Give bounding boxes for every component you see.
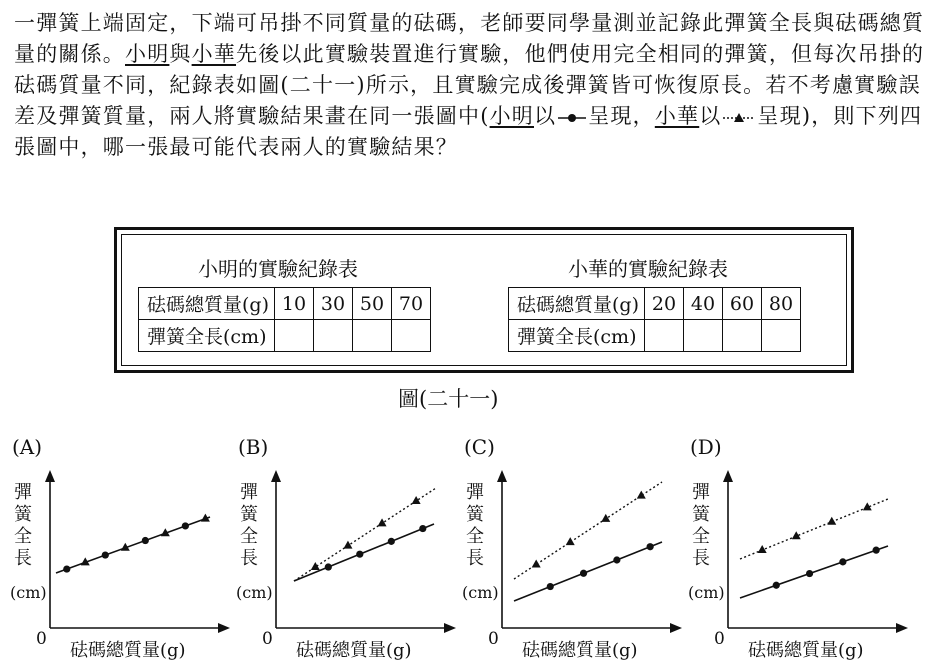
origin-label: 0: [262, 629, 273, 649]
y-axis-label-char: 長: [466, 548, 484, 569]
table-title-xiaohua: 小華的實驗紀錄表: [568, 257, 728, 281]
record-table-xiaohua: [508, 287, 801, 352]
graph-svg: [236, 430, 461, 665]
y-axis-label-char: 簧: [466, 504, 484, 525]
row-label-mass: 砝碼總質量(g): [139, 288, 275, 320]
empty-cell: [762, 320, 801, 352]
option-graph-c[interactable]: [462, 430, 687, 665]
option-graph-d[interactable]: [688, 430, 913, 665]
empty-cell: [684, 320, 723, 352]
student-name-xiaoming-2: 小明: [489, 104, 534, 128]
table-row: [139, 288, 431, 320]
record-table-xiaoming: [138, 287, 431, 352]
row-label-length: 彈簧全長(cm): [139, 320, 275, 352]
xiaohua-point: [343, 541, 352, 549]
row-label-length: 彈簧全長(cm): [509, 320, 645, 352]
x-axis-arrow-icon: [670, 623, 682, 633]
option-label: (A): [12, 435, 43, 459]
mass-value: 40: [684, 288, 723, 320]
row-label-mass: 砝碼總質量(g): [509, 288, 645, 320]
y-axis-label-char: 簧: [692, 504, 710, 525]
x-axis-label: 砝碼總質量(g): [296, 640, 412, 661]
y-axis-unit: (cm): [236, 583, 273, 602]
xiaohua-point: [827, 517, 836, 525]
xiaohua-point: [566, 537, 575, 545]
student-name-xiaohua: 小華: [191, 42, 237, 66]
xiaoming-point: [182, 522, 189, 529]
x-axis-label: 砝碼總質量(g): [70, 640, 186, 661]
xiaoming-point: [580, 570, 587, 577]
y-axis-label-char: 全: [14, 526, 32, 547]
graph-svg: [462, 430, 687, 665]
mass-value: 20: [645, 288, 684, 320]
x-axis-arrow-icon: [444, 623, 456, 633]
mass-value: 50: [353, 288, 392, 320]
xiaohua-point: [532, 559, 541, 567]
table-row: [139, 320, 431, 352]
y-axis-unit: (cm): [688, 583, 725, 602]
y-axis-label-char: 簧: [240, 504, 258, 525]
xiaohua-point: [601, 514, 610, 522]
xiaoming-point: [419, 525, 426, 532]
y-axis-label-char: 簧: [14, 504, 32, 525]
table-row: [509, 288, 801, 320]
x-axis-arrow-icon: [218, 623, 230, 633]
origin-label: 0: [714, 629, 725, 649]
mass-value: 10: [275, 288, 314, 320]
xiaoming-point: [388, 538, 395, 545]
y-axis-label-char: 長: [692, 548, 710, 569]
empty-cell: [392, 320, 431, 352]
graph-svg: [688, 430, 913, 665]
graph-svg: [10, 430, 235, 665]
x-axis-arrow-icon: [896, 623, 908, 633]
student-name-xiaoming: 小明: [125, 42, 170, 66]
option-label: (B): [238, 435, 269, 459]
question-part-2: 與: [169, 42, 192, 66]
student-name-xiaohua-2: 小華: [654, 104, 700, 128]
option-label: (D): [690, 435, 722, 459]
y-axis-arrow-icon: [723, 470, 733, 482]
empty-cell: [353, 320, 392, 352]
table-title-xiaoming: 小明的實驗紀錄表: [198, 257, 358, 281]
figure-caption: 圖(二十一): [398, 387, 499, 411]
xiaoming-line: [740, 546, 888, 598]
xiaoming-point: [806, 570, 813, 577]
y-axis-label-char: 全: [240, 526, 258, 547]
y-axis-arrow-icon: [497, 470, 507, 482]
xiaoming-point: [839, 558, 846, 565]
xiaohua-point: [378, 518, 387, 526]
y-axis-label-char: 彈: [692, 482, 710, 503]
xiaoming-point: [142, 537, 149, 544]
y-axis-unit: (cm): [10, 583, 47, 602]
xiaohua-point: [637, 491, 646, 499]
mass-value: 80: [762, 288, 801, 320]
y-axis-label-char: 全: [466, 526, 484, 547]
record-table-inner-frame: [121, 234, 847, 366]
x-axis-label: 砝碼總質量(g): [748, 640, 864, 661]
xiaohua-point: [311, 562, 320, 570]
xiaoming-point: [102, 551, 109, 558]
circle-marker-legend-icon: [556, 112, 588, 124]
xiaoming-line: [294, 524, 434, 581]
xiaoming-point: [613, 556, 620, 563]
xiaoming-point: [773, 582, 780, 589]
origin-label: 0: [488, 629, 499, 649]
xiaoming-point: [356, 551, 363, 558]
xiaoming-point: [63, 565, 70, 572]
y-axis-label-char: 彈: [240, 482, 258, 503]
y-axis-arrow-icon: [271, 470, 281, 482]
question-part-7: 呈現)，則下列四張圖中，哪一張最可能代表兩人的實驗結果？: [14, 104, 923, 159]
mass-value: 30: [314, 288, 353, 320]
xiaohua-point: [412, 496, 421, 504]
empty-cell: [275, 320, 314, 352]
xiaoming-point: [325, 563, 332, 570]
question-part-5: 呈現，: [588, 104, 655, 128]
empty-cell: [723, 320, 762, 352]
xiaoming-point: [647, 543, 654, 550]
xiaoming-point: [873, 547, 880, 554]
empty-cell: [645, 320, 684, 352]
question-part-3: 先後以此實驗裝置進行實驗，他們使用完全相同的彈簧，但每次吊掛的砝碼質量不同，紀錄表如圖(二十一)所示，且實驗完成後彈簧皆可恢復原長。若不考慮實驗誤差及彈簧質量，兩人將實驗結果畫在同一張圖中(: [14, 42, 925, 128]
empty-cell: [314, 320, 353, 352]
xiaoming-point: [547, 583, 554, 590]
question-text: [14, 8, 930, 163]
x-axis-label: 砝碼總質量(g): [522, 640, 638, 661]
y-axis-arrow-icon: [45, 470, 55, 482]
mass-value: 60: [723, 288, 762, 320]
triangle-marker-legend-icon: [721, 112, 757, 124]
option-graph-a[interactable]: [10, 430, 235, 665]
question-part-6: 以: [699, 104, 722, 128]
y-axis-label-char: 長: [240, 548, 258, 569]
table-row: [509, 320, 801, 352]
question-part-4: 以: [534, 104, 557, 128]
record-table-frame: [114, 227, 854, 373]
option-label: (C): [464, 435, 495, 459]
y-axis-label-char: 彈: [14, 482, 32, 503]
origin-label: 0: [36, 629, 47, 649]
y-axis-unit: (cm): [462, 583, 499, 602]
xiaoming-line: [514, 542, 662, 601]
y-axis-label-char: 長: [14, 548, 32, 569]
question-part-1: 一彈簧上端固定，下端可吊掛不同質量的砝碼，老師要同學量測並記錄此彈簧全長與砝碼總質量的關係。: [14, 11, 925, 66]
option-graph-b[interactable]: [236, 430, 461, 665]
mass-value: 70: [392, 288, 431, 320]
y-axis-label-char: 彈: [466, 482, 484, 503]
y-axis-label-char: 全: [692, 526, 710, 547]
